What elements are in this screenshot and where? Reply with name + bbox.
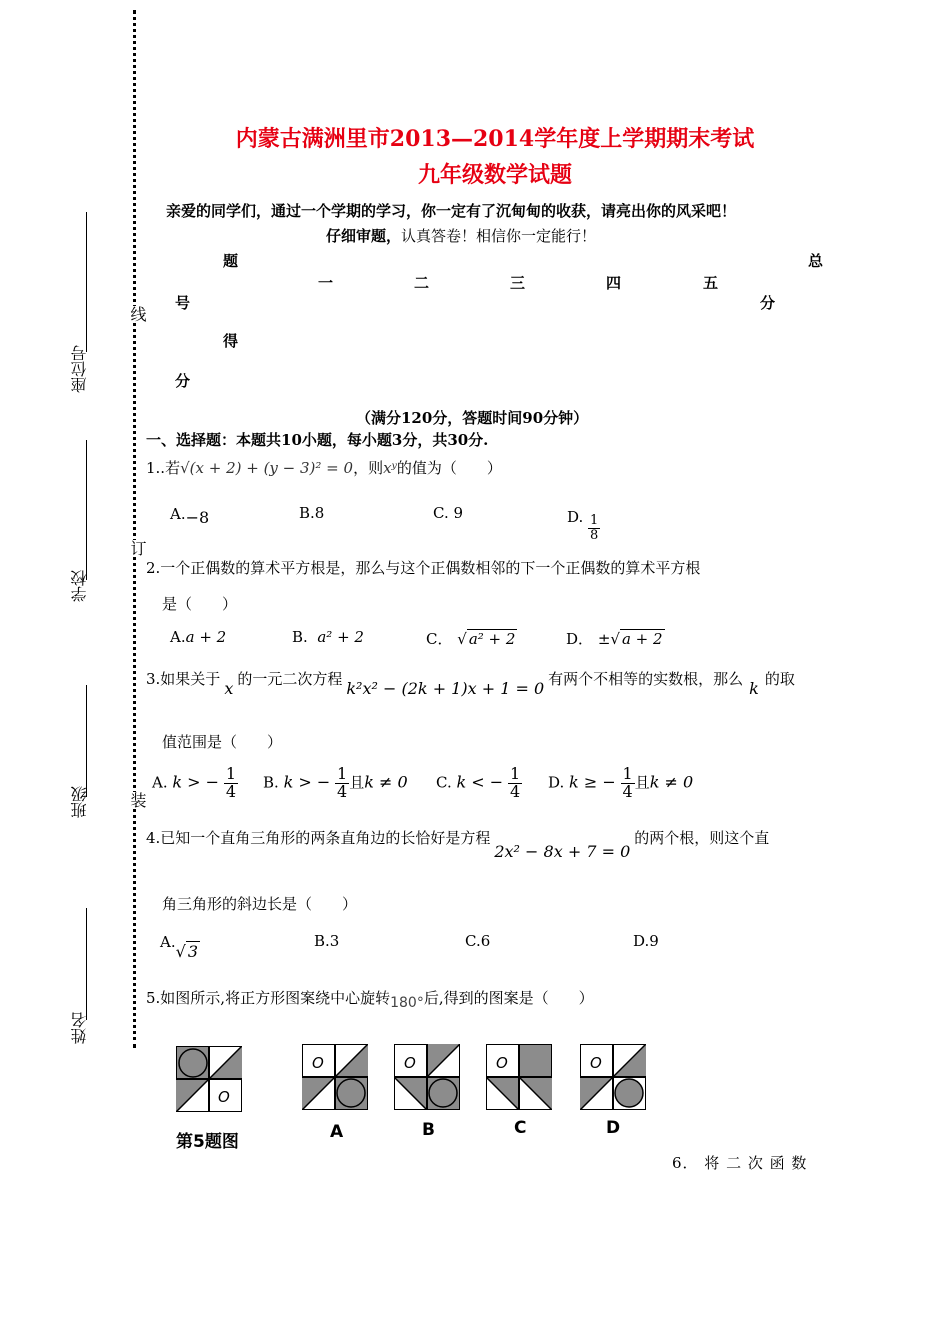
q3-a-den: 4: [225, 781, 237, 801]
q5-label-d: D: [606, 1118, 621, 1138]
seat-underline: [86, 212, 87, 352]
q5-label-b: B: [422, 1120, 435, 1140]
q2-stem-line1: 2.一个正偶数的算术平方根是，那么与这个正偶数相邻的下一个正偶数的算术平方根: [146, 559, 701, 577]
q3-d-label: D.: [548, 773, 565, 792]
q3-b-label: B.: [263, 773, 279, 792]
class-label: 班级: [70, 786, 89, 818]
class-underline: [86, 685, 87, 797]
q5-label-c: C: [514, 1118, 527, 1138]
q4-stem-line2: 角三角形的斜边长是（ ）: [162, 895, 358, 913]
q1-option-d: [567, 504, 600, 543]
q1-option-d-label: D.: [567, 508, 584, 527]
q1-option-c: C. 9: [433, 504, 464, 522]
greeting-line2: [326, 225, 596, 246]
q3-a-fraction: [224, 766, 238, 801]
school-underline: [86, 440, 87, 580]
q1-expr: xʸ: [383, 459, 397, 477]
q3-option-c: [436, 766, 522, 801]
q1-prefix: 1..若: [146, 459, 181, 477]
q3-part2: 的一元二次方程: [237, 670, 343, 688]
name-label: 姓名: [70, 1012, 89, 1044]
q4-stem-line1: [146, 827, 770, 861]
q3-b-tail: k ≠ 0: [364, 772, 408, 792]
binding-char-line: 线: [128, 306, 147, 322]
score-col-1: 一: [318, 274, 334, 292]
q1-d-numerator: 1: [590, 513, 599, 528]
q1-option-a-label: A.: [170, 505, 186, 523]
q5-b-o: O: [404, 1054, 416, 1072]
q1-mid: ，则: [353, 459, 384, 477]
q2-b-math: a² + 2: [317, 628, 364, 646]
q3-d-num: 1: [622, 764, 633, 783]
q3-d-den: 4: [622, 781, 633, 801]
q2-stem-line2: 是（ ）: [162, 595, 238, 613]
q3-option-b: [263, 766, 408, 801]
q5-d-o: O: [590, 1054, 602, 1072]
q5-suffix: 后,得到的图案是（ ）: [423, 989, 594, 1007]
q1-equation: √(x + 2) + (y − 3)² = 0: [180, 459, 354, 477]
q3-c-lhs: k < −: [456, 772, 504, 792]
q4-option-b: B.3: [314, 932, 340, 950]
school-label: 学校: [70, 570, 89, 602]
score-table-ti: 题: [223, 252, 239, 270]
q2-d-math: a + 2: [621, 630, 663, 648]
binding-char-zhuang: 装: [128, 792, 147, 808]
q3-b-num: 1: [337, 764, 348, 783]
q1-option-d-fraction: [588, 514, 600, 542]
q5-a-o: O: [312, 1054, 324, 1072]
q3-a-label: A.: [152, 773, 168, 792]
q3-option-d: [548, 766, 693, 801]
q3-c-fraction: [508, 766, 522, 801]
q2-c-label: C．: [426, 630, 453, 648]
score-col-2: 二: [414, 274, 430, 292]
score-col-5: 五: [703, 274, 719, 292]
q4-option-a: A.√ 3: [160, 933, 198, 961]
q3-d-lhs: k ≥ −: [569, 772, 616, 792]
q2-option-c: C． √ a² + 2: [426, 630, 516, 648]
q3-d-fraction: [621, 766, 635, 801]
q4-a-label: A.: [160, 933, 176, 951]
q3-equation: k²x² − (2k + 1)x + 1 = 0: [346, 679, 545, 698]
q5-prefix: 5.如图所示,将正方形图案绕中心旋转: [146, 989, 391, 1007]
exam-subtitle: 九年级数学试题: [417, 162, 572, 188]
q4-equation: 2x² − 8x + 7 = 0: [494, 842, 631, 861]
q1-option-a: [170, 504, 210, 527]
q1-suffix: 的值为（ ）: [396, 459, 502, 477]
q3-c-den: 4: [509, 781, 521, 801]
q2-option-a: [170, 628, 226, 646]
greeting-line1: 亲爱的同学们，通过一个学期的学习，你一定有了沉甸甸的收获，请亮出你的风采吧！: [166, 202, 737, 220]
q5-option-d-figure: [580, 1044, 646, 1110]
q3-part4: 的取: [764, 670, 795, 688]
q3-var-k: k: [749, 679, 759, 698]
q3-stem-line2: 值范围是（ ）: [162, 733, 283, 751]
binding-char-ding: 订: [128, 540, 147, 556]
q3-part3: 有两个不相等的实数根，那么: [548, 670, 744, 688]
q3-a-lhs: k > −: [172, 772, 220, 792]
q5-c-o: O: [496, 1054, 508, 1072]
q2-a-math: a + 2: [185, 628, 227, 646]
score-table-zong-fen: 分: [760, 294, 776, 312]
greeting-line2-rest: 认真答卷！相信你一定能行！: [401, 227, 597, 245]
exam-title: 内蒙古满洲里市2013—2014学年度上学期期末考试: [235, 126, 755, 152]
q6-stem-start: 6． 将 二 次 函 数: [672, 1154, 808, 1172]
q2-d-plusminus: ±: [597, 630, 611, 648]
q2-option-d: D． ±√ a + 2: [566, 630, 663, 648]
q3-b-fraction: [335, 766, 349, 801]
q3-c-label: C.: [436, 773, 452, 792]
q1-option-b: B.8: [299, 504, 325, 522]
q3-var-x: x: [224, 679, 234, 698]
score-table-fen: 分: [175, 372, 191, 390]
name-underline: [86, 908, 87, 1020]
q3-option-a: [152, 766, 238, 801]
q3-c-num: 1: [509, 764, 521, 783]
exam-info: （满分120分，答题时间90分钟）: [356, 409, 589, 427]
q5-option-a-figure: [302, 1044, 368, 1110]
q5-stem: [146, 987, 594, 1011]
q5-label-a: A: [330, 1122, 344, 1142]
q5-option-b-figure: [394, 1044, 460, 1110]
q5-original-figure: [176, 1046, 242, 1112]
q2-c-math: a² + 2: [468, 630, 516, 648]
q4-part2: 的两个根，则这个直: [634, 829, 770, 847]
score-table-hao: 号: [175, 294, 191, 312]
q3-part1: 3.如果关于: [146, 670, 221, 688]
q1-option-a-value: −8: [185, 508, 210, 527]
q4-part1: 4.已知一个直角三角形的两条直角边的长恰好是方程: [146, 829, 491, 847]
q3-a-num: 1: [225, 764, 237, 783]
score-table-de: 得: [223, 332, 239, 350]
score-table-zong: 总: [808, 252, 824, 270]
q4-option-c: C.6: [465, 932, 491, 950]
q2-d-label: D．: [566, 630, 594, 648]
section1-heading: 一、选择题：本题共10小题，每小题3分，共30分.: [146, 431, 489, 449]
q3-stem-line1: [146, 668, 795, 698]
q2-option-b: [292, 628, 364, 646]
q2-a-label: A.: [170, 628, 186, 646]
q5-fig-caption: 第5题图: [176, 1132, 239, 1152]
q4-option-d: D.9: [633, 932, 659, 950]
q5-option-c-figure: [486, 1044, 552, 1110]
q3-b-and: 且: [349, 773, 365, 792]
score-col-4: 四: [606, 274, 622, 292]
q3-b-den: 4: [337, 781, 348, 801]
q1-d-denominator: 8: [590, 527, 599, 543]
greeting-line2-bold: 仔细审题，: [326, 227, 402, 245]
q3-b-lhs: k > −: [283, 772, 331, 792]
q3-d-and: 且: [634, 773, 650, 792]
q5-angle: 180°: [390, 995, 424, 1011]
q4-a-math: 3: [187, 942, 198, 961]
q3-d-tail: k ≠ 0: [649, 772, 694, 792]
seat-label: 座位号: [70, 345, 89, 393]
q2-b-label: B.: [292, 628, 308, 646]
q1-stem: [146, 457, 502, 478]
score-col-3: 三: [510, 274, 526, 292]
q5-original-o: O: [218, 1088, 230, 1106]
